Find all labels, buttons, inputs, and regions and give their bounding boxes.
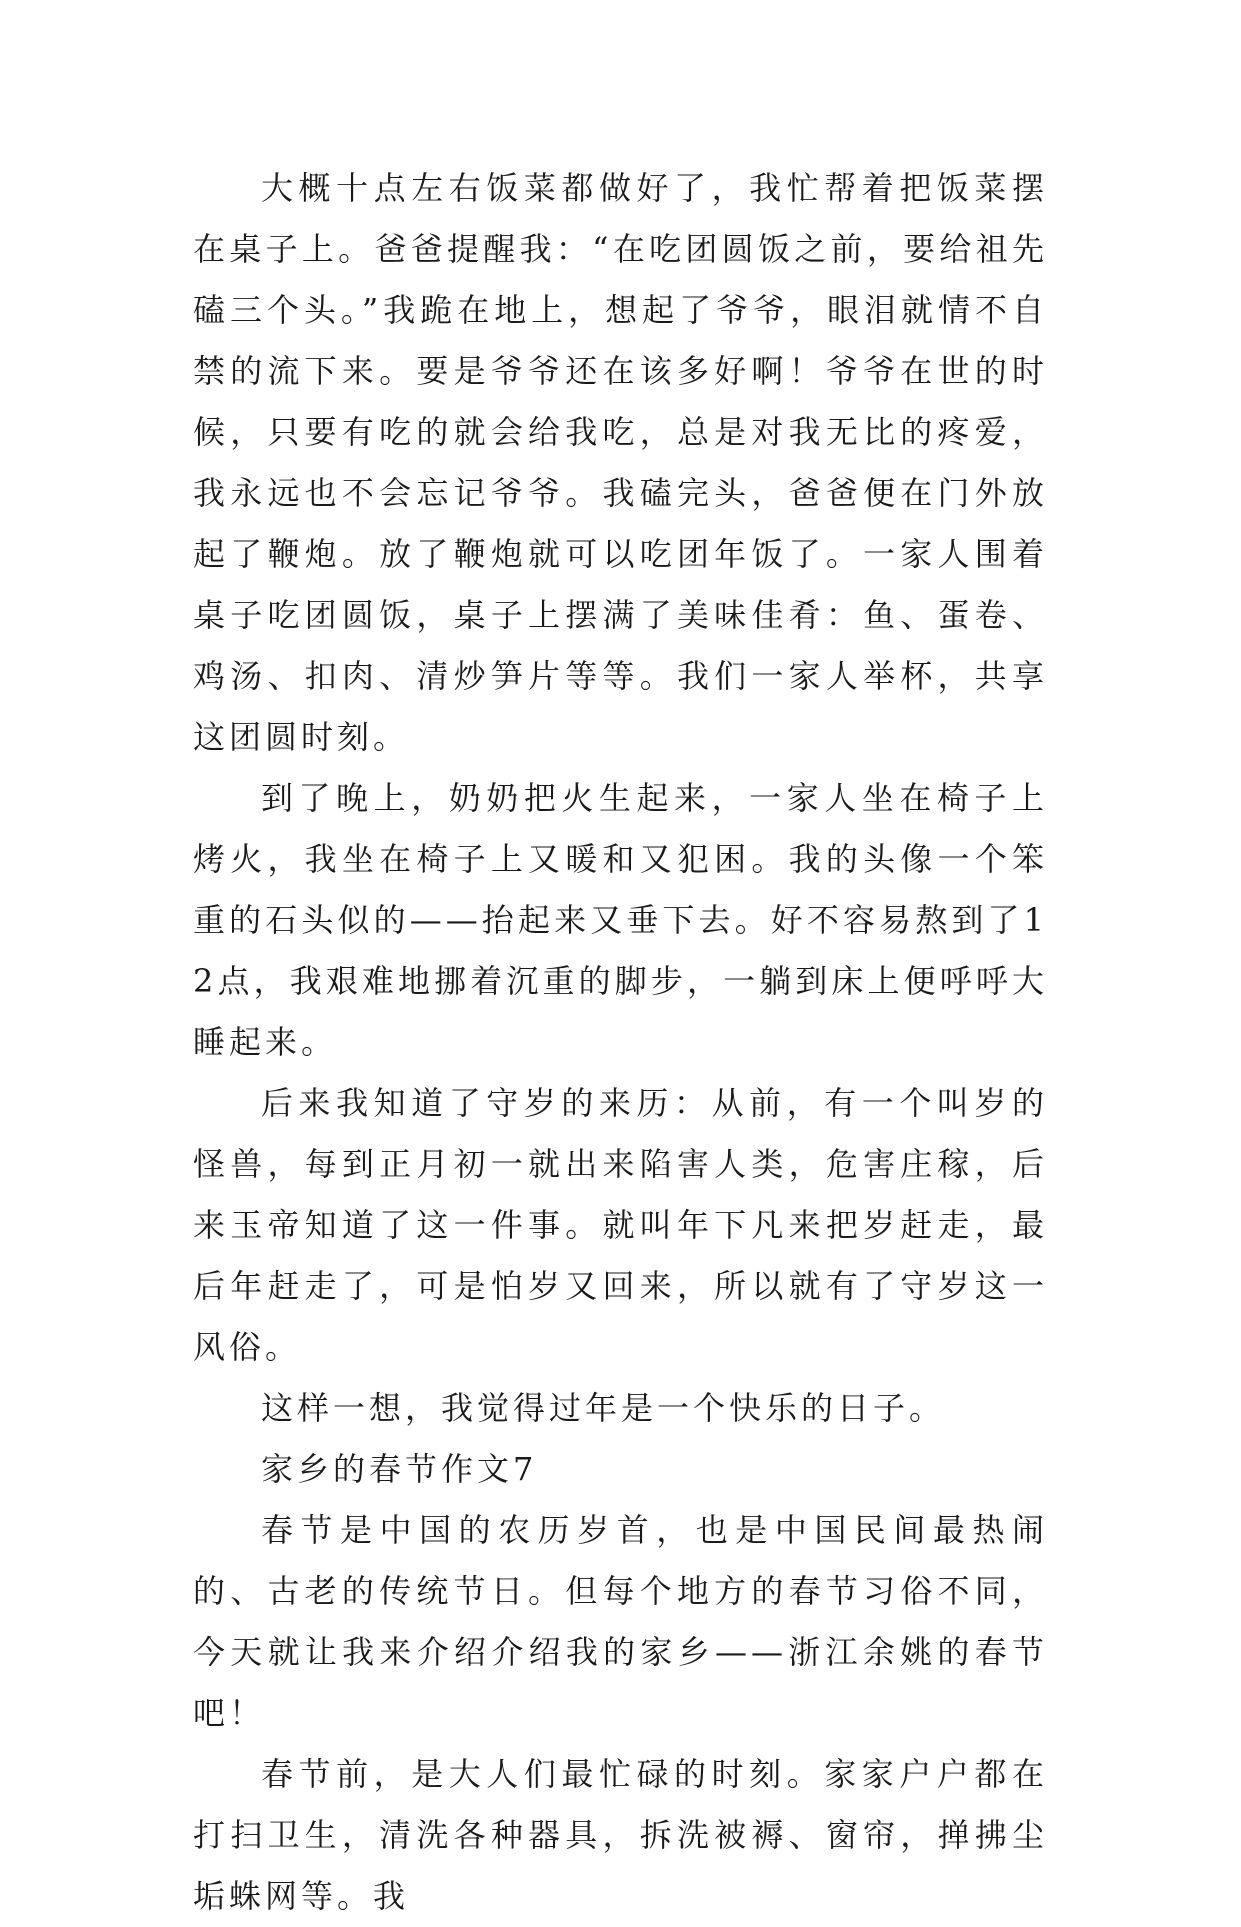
paragraph-reunion-dinner: 大概十点左右饭菜都做好了，我忙帮着把饭菜摆在桌子上。爸爸提醒我：“在吃团圆饭之前，要给祖先磕三个头。”我跪在地上，想起了爷爷，眼泪就情不自禁的流下来。要是爷爷还在该多好啊！爷爷在世的时候，只要有吃的就会给我吃，总是对我无比的疼爱，我永远也不会忘记爷爷。我磕完头，爸爸便在门外放起了鞭炮。放了鞭炮就可以吃团年饭了。一家人围着桌子吃团圆饭，桌子上摆满了美味佳肴：鱼、蛋卷、鸡汤、扣肉、清炒笋片等等。我们一家人举杯，共享这团圆时刻。 [193, 169, 1048, 756]
paragraph-happy-day: 这样一想，我觉得过年是一个快乐的日子。 [261, 1389, 946, 1427]
paragraph-evening-vigil: 到了晚上，奶奶把火生起来，一家人坐在椅子上烤火，我坐在椅子上又暖和又犯困。我的头像一个笨重的石头似的——抬起来又垂下去。好不容易熬到了12点，我艰难地挪着沉重的脚步，一躺到床上便呼呼大睡起来。 [193, 779, 1048, 1061]
paragraph-spring-festival-intro: 春节是中国的农历岁首，也是中国民间最热闹的、古老的传统节日。但每个地方的春节习俗不同，今天就让我来介绍介绍我的家乡——浙江余姚的春节吧！ [193, 1511, 1048, 1732]
paragraph-before-festival: 春节前，是大人们最忙碌的时刻。家家户户都在打扫卫生，清洗各种器具，拆洗被褥、窗帘，掸拂尘垢蛛网等。我 [193, 1755, 1048, 1915]
section-heading: 家乡的春节作文7 [261, 1450, 538, 1488]
document-body [193, 158, 1048, 1927]
paragraph-shousui-origin: 后来我知道了守岁的来历：从前，有一个叫岁的怪兽，每到正月初一就出来陷害人类，危害庄稼，后来玉帝知道了这一件事。就叫年下凡来把岁赶走，最后年赶走了，可是怕岁又回来，所以就有了守岁这一风俗。 [193, 1084, 1048, 1366]
